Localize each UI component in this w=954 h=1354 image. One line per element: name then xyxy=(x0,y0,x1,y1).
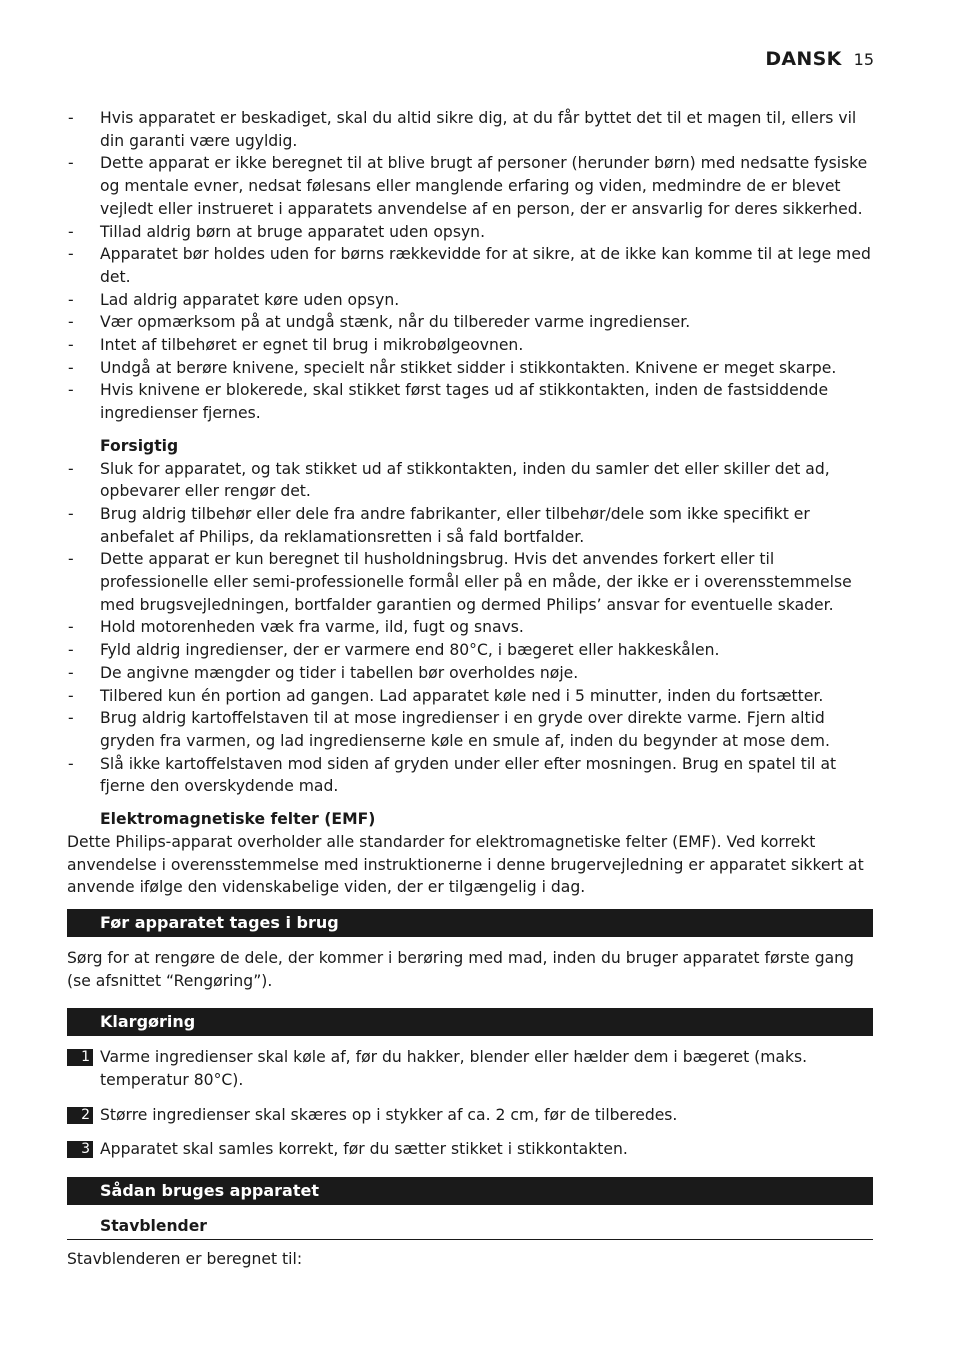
page-header xyxy=(765,48,874,70)
list-item: - Apparatet bør holdes uden for børns rækkevidde for at sikre, at de ikke kan komme til at lege med det. xyxy=(68,245,871,286)
step-text: Varme ingredienser skal køle af, før du hakker, blender eller hælder dem i bægeret (maks. temperatur 80°C). xyxy=(100,1048,808,1090)
caution-list xyxy=(67,458,873,799)
dash-marker: - xyxy=(68,550,74,569)
dash-marker: - xyxy=(68,641,74,660)
section-bar-usage: Sådan bruges apparatet xyxy=(67,1177,873,1205)
list-item: - Dette apparat er ikke beregnet til at blive brugt af personer (herunder børn) med nedsatte fysiske og mentale evner, nedsat følesans eller manglende erfaring og viden, medmindre de er blevet vejledt eller instrueret i apparatets anvendelse af en person, der er ansvarlig for deres sikkerhed. xyxy=(68,154,868,218)
list-item: - Brug aldrig kartoffelstaven til at mose ingredienser i en gryde over direkte varme. Fjern altid gryden fra varmen, og lad ingredienserne køle en smule af, inden du begynder at mose dem. xyxy=(68,709,830,750)
step-item xyxy=(67,1138,873,1161)
list-item: - Hvis knivene er blokerede, skal stikket først tages ud af stikkontakten, inden de fastsiddende ingredienser fjernes. xyxy=(68,381,829,423)
list-item: - Dette apparat er kun beregnet til husholdningsbrug. Hvis det anvendes forkert eller til professionelle eller semi-professionelle formål eller på en måde, der ikke er i overensstemmelse med brugsvejledningen, bortfalder garantien og dermed Philips’ ansvar for eventuelle skader. xyxy=(68,550,852,614)
list-item: - Intet af tilbehøret er egnet til brug i mikrobølgeovnen. xyxy=(67,334,873,357)
usage-subheading: Stavblender xyxy=(67,1215,873,1240)
dash-marker: - xyxy=(68,618,74,637)
usage-paragraph: Stavblenderen er beregnet til: xyxy=(67,1249,303,1268)
list-item: - Sluk for apparatet, og tak stikket ud af stikkontakten, inden du samler det eller skiller det ad, opbevarer eller rengør det. xyxy=(68,459,830,501)
list-item: - Vær opmærksom på at undgå stænk, når du tilbereder varme ingredienser. xyxy=(67,311,873,334)
list-item: - Tilbered kun én portion ad gangen. Lad apparatet køle ned i 5 minutter, inden du fortsætter. xyxy=(67,685,873,708)
list-item: - Undgå at berøre knivene, specielt når stikket sidder i stikkontakten. Knivene er meget skarpe. xyxy=(67,357,873,380)
dash-marker: - xyxy=(68,154,74,173)
section-bar-preparation: Klargøring xyxy=(67,1008,873,1036)
emf-paragraph: Dette Philips-apparat overholder alle standarder for elektromagnetiske felter (EMF). Ved korrekt anvendelse i overensstemmelse med instruktionerne i denne brugervejledning er apparatet sikkert at anvende ifølge den videnskabelige viden, der er tilgængelig i dag. xyxy=(67,832,864,897)
step-text: Større ingredienser skal skæres op i stykker af ca. 2 cm, før de tilberedes. xyxy=(100,1105,678,1124)
dash-marker: - xyxy=(68,109,74,127)
step-number-badge: 1 xyxy=(67,1049,93,1066)
emf-heading: Elektromagnetiske felter (EMF) xyxy=(100,810,376,829)
list-item: - De angivne mængder og tider i tabellen bør overholdes nøje. xyxy=(67,662,873,685)
list-item: - Hold motorenheden væk fra varme, ild, fugt og snavs. xyxy=(67,616,873,639)
dash-marker: - xyxy=(68,504,74,523)
dash-marker: - xyxy=(68,290,74,309)
step-number-badge: 3 xyxy=(67,1141,93,1158)
dash-marker: - xyxy=(68,686,74,705)
page-number: 15 xyxy=(853,50,874,69)
section-bar-before-use: Før apparatet tages i brug xyxy=(67,909,873,937)
dash-marker: - xyxy=(68,381,74,400)
list-item: - Tillad aldrig børn at bruge apparatet uden opsyn. xyxy=(67,221,873,244)
step-item xyxy=(67,1046,873,1091)
dash-marker: - xyxy=(68,459,74,478)
caution-heading: Forsigtig xyxy=(100,436,179,455)
list-item: - Hvis apparatet er beskadiget, skal du altid sikre dig, at du får byttet det til et magen til, ellers vil din garanti være ugyldig. xyxy=(68,109,857,150)
list-item: - Brug aldrig tilbehør eller dele fra andre fabrikanter, eller tilbehør/dele som ikke specifikt er anbefalet af Philips, da reklamationsretten i så fald bortfalder. xyxy=(68,504,810,546)
step-text: Apparatet skal samles korrekt, før du sætter stikket i stikkontakten. xyxy=(100,1140,628,1159)
dash-marker: - xyxy=(68,336,74,355)
before-use-paragraph: Sørg for at rengøre de dele, der kommer i berøring med mad, inden du bruger apparatet første gang (se afsnittet “Rengøring”). xyxy=(67,948,854,990)
dash-marker: - xyxy=(68,313,74,332)
dash-marker: - xyxy=(68,709,74,728)
dash-marker: - xyxy=(68,358,74,377)
language-label: DANSK xyxy=(765,48,842,70)
list-item: - Slå ikke kartoffelstaven mod siden af gryden under eller efter mosningen. Brug en spatel til at fjerne den overskydende mad. xyxy=(68,754,837,796)
dash-marker: - xyxy=(68,245,74,264)
dash-marker: - xyxy=(68,222,74,241)
dash-marker: - xyxy=(68,663,74,682)
page-content xyxy=(67,107,873,1271)
dash-marker: - xyxy=(68,754,74,773)
warning-list xyxy=(67,107,873,425)
list-item: - Fyld aldrig ingredienser, der er varmere end 80°C, i bægeret eller hakkeskålen. xyxy=(67,639,873,662)
list-item: - Lad aldrig apparatet køre uden opsyn. xyxy=(67,289,873,312)
step-number-badge: 2 xyxy=(67,1107,93,1124)
step-item xyxy=(67,1104,873,1127)
